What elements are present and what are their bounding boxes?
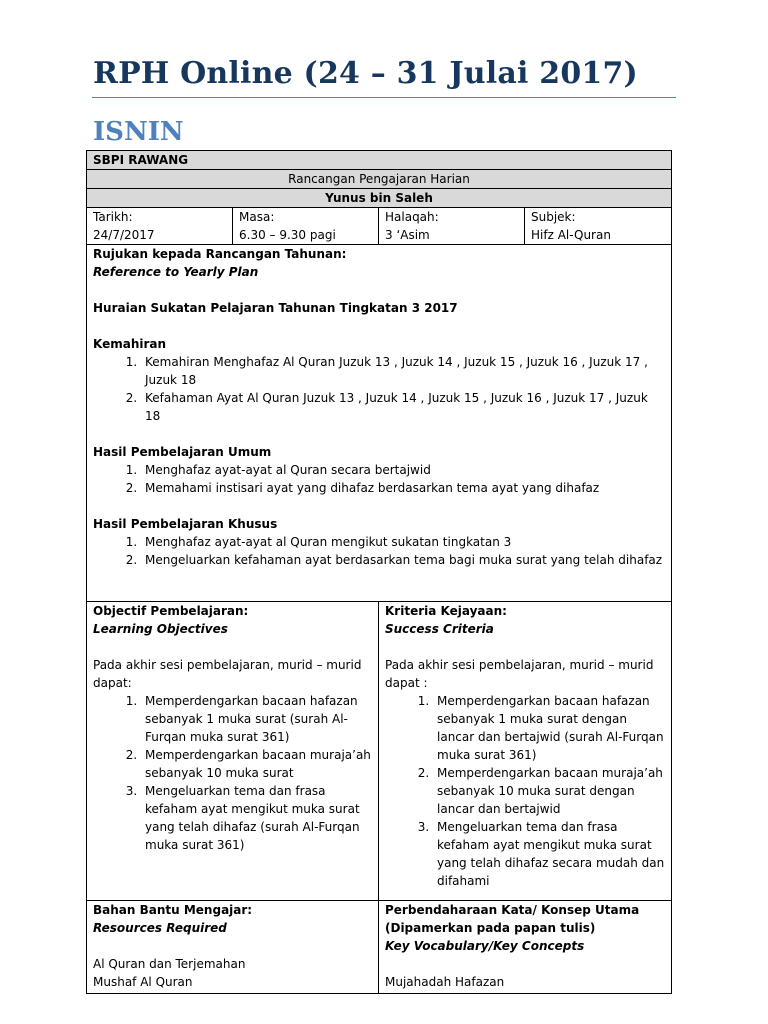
meta-date <box>87 208 233 245</box>
resources-label: Bahan Bantu Mengajar: <box>93 903 253 917</box>
list-item: 1. Memperdengarkan bacaan hafazan sebanyak 1 muka surat (surah Al-Furqan muka surat 361) <box>141 692 372 746</box>
criteria-label-en: Success Criteria <box>385 622 494 636</box>
meta-label: Masa: <box>239 210 275 224</box>
list-item: 1. Menghafaz ayat-ayat al Quran mengikut sukatan tingkatan 3 <box>141 533 665 551</box>
criteria-list <box>385 692 665 890</box>
resource-item: Mushaf Al Quran <box>93 975 193 989</box>
specific-outcomes-list <box>93 533 665 569</box>
objectives-cell <box>87 602 379 901</box>
list-item: 2. Memperdengarkan bacaan muraja’ah sebanyak 10 muka surat dengan lancar dan bertajwid <box>433 764 665 818</box>
day-heading: ISNIN <box>93 117 184 147</box>
meta-label: Subjek: <box>531 210 576 224</box>
reference-row <box>87 245 672 602</box>
vocabulary-cell <box>379 901 672 994</box>
title-underline <box>92 97 676 98</box>
list-item: 1. Memperdengarkan bacaan hafazan sebanyak 1 muka surat dengan lancar dan bertajwid (surah Al-Furqan muka surat 361) <box>433 692 665 764</box>
teacher-row <box>87 189 672 208</box>
meta-value: Hifz Al-Quran <box>531 228 611 242</box>
criteria-label: Kriteria Kejayaan: <box>385 604 507 618</box>
plan-title-row <box>87 170 672 189</box>
list-item: 2. Mengeluarkan kefahaman ayat berdasarkan tema bagi muka surat yang telah dihafaz <box>141 551 665 569</box>
meta-halaqah <box>379 208 525 245</box>
list-item: 1. Kemahiran Menghafaz Al Quran Juzuk 13 , Juzuk 14 , Juzuk 15 , Juzuk 16 , Juzuk 17 , Juzuk 18 <box>141 353 665 389</box>
resource-item: Al Quran dan Terjemahan <box>93 957 246 971</box>
meta-value: 6.30 – 9.30 pagi <box>239 228 336 242</box>
objectives-label: Objectif Pembelajaran: <box>93 604 249 618</box>
school-row <box>87 151 672 170</box>
list-item: 3. Mengeluarkan tema dan frasa kefaham ayat mengikut muka surat yang telah dihafaz secara mudah dan difahami <box>433 818 665 890</box>
resources-cell <box>87 901 379 994</box>
meta-time <box>233 208 379 245</box>
document-title: RPH Online (24 – 31 Julai 2017) <box>93 56 638 91</box>
list-item: 2. Memahami instisari ayat yang dihafaz berdasarkan tema ayat yang dihafaz <box>141 479 665 497</box>
criteria-cell <box>379 602 672 901</box>
reference-label-en: Reference to Yearly Plan <box>93 265 259 279</box>
resources-label-en: Resources Required <box>93 921 227 935</box>
vocabulary-item: Mujahadah Hafazan <box>385 975 505 989</box>
list-item: 2. Memperdengarkan bacaan muraja’ah sebanyak 10 muka surat <box>141 746 372 782</box>
resources-vocabulary-row <box>87 901 672 994</box>
general-outcomes-list <box>93 461 665 497</box>
vocabulary-label-sub: (Dipamerkan pada papan tulis) <box>385 921 596 935</box>
meta-value: 24/7/2017 <box>93 228 155 242</box>
objectives-intro: Pada akhir sesi pembelajaran, murid – murid dapat: <box>93 658 362 690</box>
list-item: 2. Kefahaman Ayat Al Quran Juzuk 13 , Juzuk 14 , Juzuk 15 , Juzuk 16 , Juzuk 17 , Juzuk 18 <box>141 389 665 425</box>
meta-value: 3 ‘Asim <box>385 228 430 242</box>
specific-outcomes-heading: Hasil Pembelajaran Khusus <box>93 517 278 531</box>
objectives-label-en: Learning Objectives <box>93 622 228 636</box>
list-item: 3. Mengeluarkan tema dan frasa kefaham ayat mengikut muka surat yang telah dihafaz (surah Al-Furqan muka surat 361) <box>141 782 372 854</box>
skills-heading: Kemahiran <box>93 337 167 351</box>
objectives-criteria-row <box>87 602 672 901</box>
skills-list <box>93 353 665 425</box>
general-outcomes-heading: Hasil Pembelajaran Umum <box>93 445 272 459</box>
objectives-list <box>93 692 372 854</box>
meta-subject <box>525 208 672 245</box>
reference-cell <box>87 245 672 602</box>
meta-row <box>87 208 672 245</box>
meta-label: Tarikh: <box>93 210 133 224</box>
reference-label: Rujukan kepada Rancangan Tahunan: <box>93 247 347 261</box>
vocabulary-label-en: Key Vocabulary/Key Concepts <box>385 939 585 953</box>
school-name: SBPI RAWANG <box>87 151 672 170</box>
lesson-plan-table <box>86 150 672 994</box>
vocabulary-label: Perbendaharaan Kata/ Konsep Utama <box>385 903 640 917</box>
syllabus-title: Huraian Sukatan Pelajaran Tahunan Tingkatan 3 2017 <box>93 301 458 315</box>
list-item: 1. Menghafaz ayat-ayat al Quran secara bertajwid <box>141 461 665 479</box>
teacher-name: Yunus bin Saleh <box>87 189 672 208</box>
plan-title: Rancangan Pengajaran Harian <box>87 170 672 189</box>
meta-label: Halaqah: <box>385 210 439 224</box>
criteria-intro: Pada akhir sesi pembelajaran, murid – murid dapat : <box>385 658 654 690</box>
